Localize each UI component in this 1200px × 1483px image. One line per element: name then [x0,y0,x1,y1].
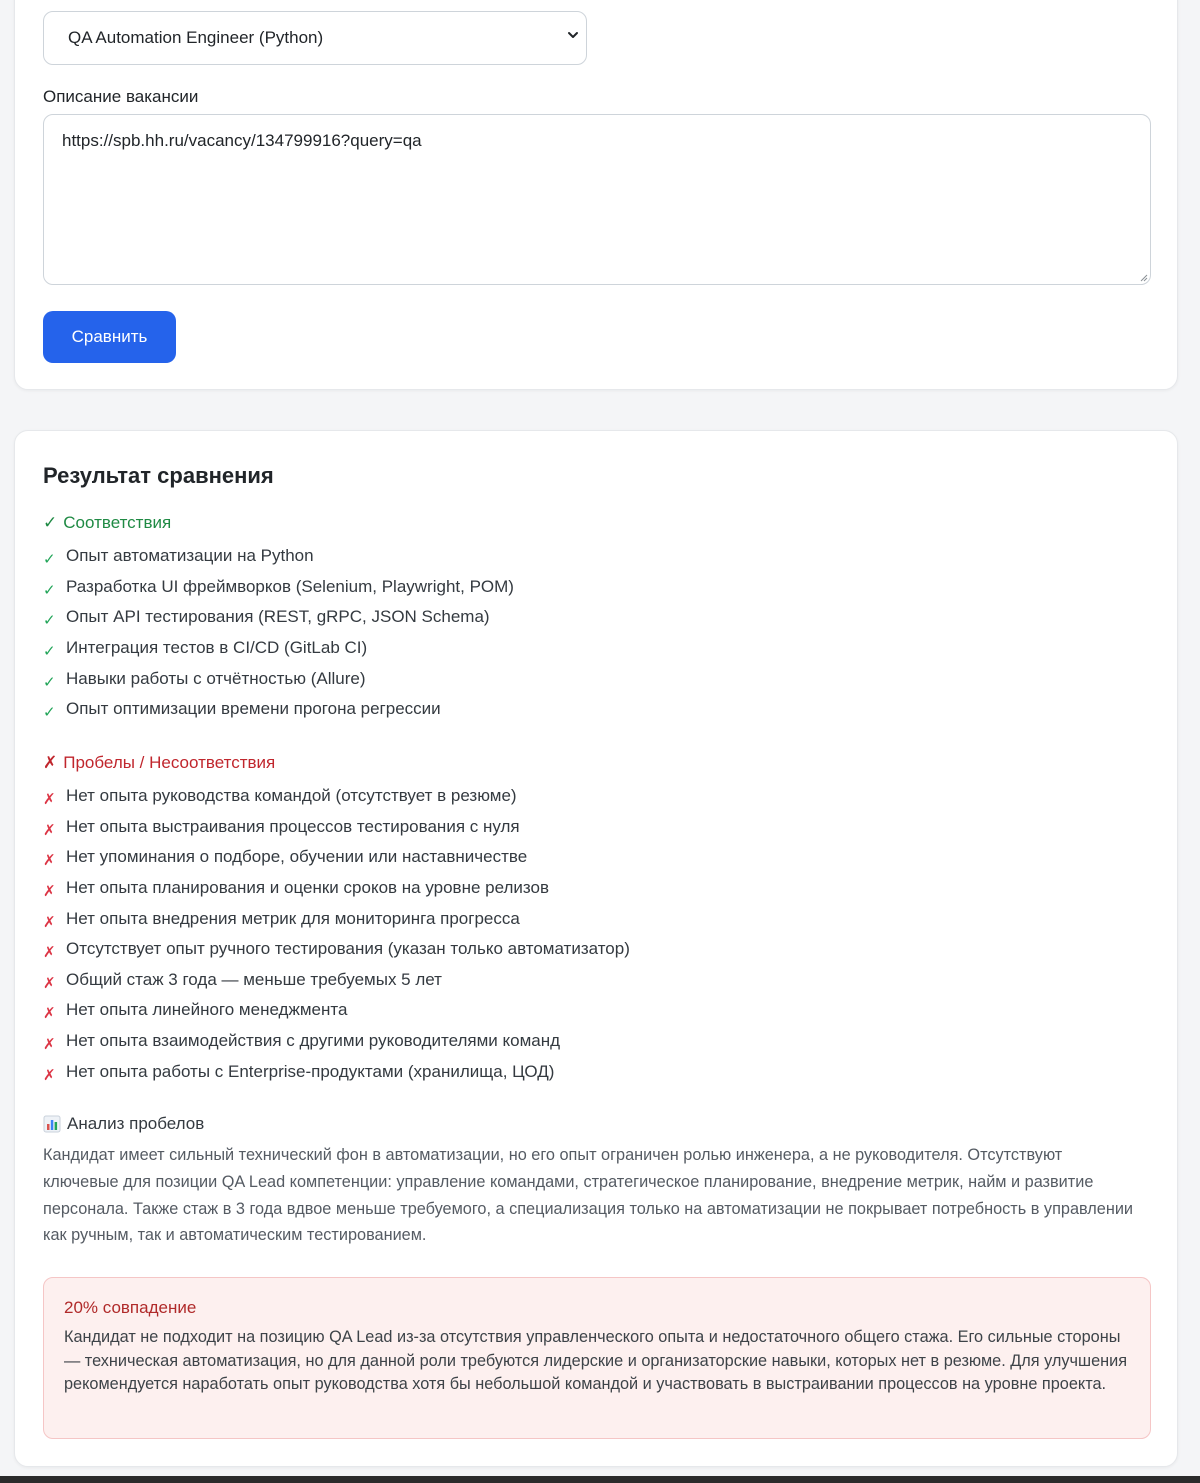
cross-icon: ✗ [43,974,56,992]
gap-item-text: Отсутствует опыт ручного тестирования (указан только автоматизатор) [66,939,630,959]
list-item [43,781,630,812]
cross-icon: ✗ [43,1005,56,1023]
cross-icon: ✗ [43,1036,56,1054]
check-icon: ✓ [43,673,56,691]
gap-item-text: Нет опыта взаимодействия с другими руководителями команд [66,1031,561,1051]
list-item [43,934,630,965]
cross-icon: ✗ [43,913,56,931]
list-item [43,812,630,843]
gap-item-text: Нет упоминания о подборе, обучении или наставничестве [66,847,528,867]
window-bottom-edge [0,1476,1200,1483]
gaps-list [43,781,630,1087]
cross-icon: ✗ [43,1066,56,1084]
vacancy-form-card [14,0,1178,390]
match-item-text: Навыки работы с отчётностью (Allure) [66,668,366,688]
verdict-text: Кандидат не подходит на позицию QA Lead из-за отсутствия управленческого опыта и недостаточного общего стажа. Его сильные стороны — техническая автоматизация, но для данной роли требуются лидерские и организаторские навыки, которых нет в резюме. Для улучшения рекомендуется наработать опыт руководства хотя бы небольшой командой и участвовать в выстраивании процессов на уровне проекта. [64,1328,1128,1394]
description-value: https://spb.hh.ru/vacancy/134799916?query=qa [62,131,422,150]
list-item [43,572,514,603]
list-item [43,873,630,904]
list-item [43,602,514,633]
list-item [43,1056,630,1087]
check-icon: ✓ [43,643,56,661]
list-item [43,903,630,934]
verdict-title: 20% совпадение [64,1298,197,1317]
gap-item-text: Общий стаж 3 года — меньше требуемых 5 лет [66,969,442,989]
analysis-title [43,1114,204,1134]
matches-title-text: Соответствия [63,513,172,532]
match-item-text: Опыт автоматизации на Python [66,546,314,566]
gap-item-text: Нет опыта руководства командой (отсутствует в резюме) [66,786,517,806]
cross-icon: ✗ [43,791,56,809]
chevron-down-icon [566,28,580,42]
position-select[interactable] [43,11,587,65]
gap-item-text: Нет опыта работы с Enterprise-продуктами (хранилища, ЦОД) [66,1061,555,1081]
list-item [43,1026,630,1057]
match-item-text: Опыт API тестирования (REST, gRPC, JSON Schema) [66,607,490,627]
list-item [43,663,514,694]
cross-icon: ✗ [43,821,56,839]
list-item [43,995,630,1026]
check-icon: ✓ [43,704,56,722]
analysis-text: Кандидат имеет сильный технический фон в автоматизации, но его опыт ограничен ролью инженера, а не руководителя. Отсутствуют ключевые для позиции QA Lead компетенции: управление командами, стратегическое планирование, внедрение метрик, найм и развитие персонала. Также стаж в 3 года вдвое меньше требуемого, а специализация только на автоматизации не покрывает потребность в управлении как ручным, так и автоматическим тестированием. [43,1146,1134,1245]
gaps-title-text: Пробелы / Несоответствия [63,753,276,772]
position-select-value: QA Automation Engineer (Python) [68,28,324,47]
match-item-text: Интеграция тестов в CI/CD (GitLab CI) [66,638,368,658]
result-title: Результат сравнения [43,463,274,488]
check-icon: ✓ [43,612,56,630]
list-item [43,965,630,996]
result-card [14,430,1178,1467]
list-item [43,694,514,725]
cross-icon: ✗ [43,852,56,870]
list-item [43,842,630,873]
compare-button[interactable]: Сравнить [43,311,176,363]
gaps-section-title [43,753,275,773]
cross-icon: ✗ [43,944,56,962]
list-item [43,633,514,664]
description-label: Описание вакансии [43,87,199,106]
description-textarea[interactable] [43,114,1151,285]
check-icon: ✓ [43,513,58,532]
cross-icon: ✗ [43,753,58,772]
verdict-alert [43,1277,1151,1439]
gap-item-text: Нет опыта планирования и оценки сроков на уровне релизов [66,878,550,898]
match-item-text: Разработка UI фреймворков (Selenium, Playwright, POM) [66,576,514,596]
list-item [43,541,514,572]
matches-section-title [43,513,171,533]
gap-item-text: Нет опыта линейного менеджмента [66,1000,348,1020]
gap-item-text: Нет опыта внедрения метрик для мониторинга прогресса [66,908,520,928]
match-item-text: Опыт оптимизации времени прогона регрессии [66,699,441,719]
bar-chart-icon [43,1115,61,1133]
check-icon: ✓ [43,581,56,599]
check-icon: ✓ [43,551,56,569]
matches-list [43,541,514,725]
resize-handle-icon[interactable] [1138,272,1148,282]
cross-icon: ✗ [43,883,56,901]
analysis-title-text: Анализ пробелов [67,1114,205,1133]
gap-item-text: Нет опыта выстраивания процессов тестирования с нуля [66,816,520,836]
